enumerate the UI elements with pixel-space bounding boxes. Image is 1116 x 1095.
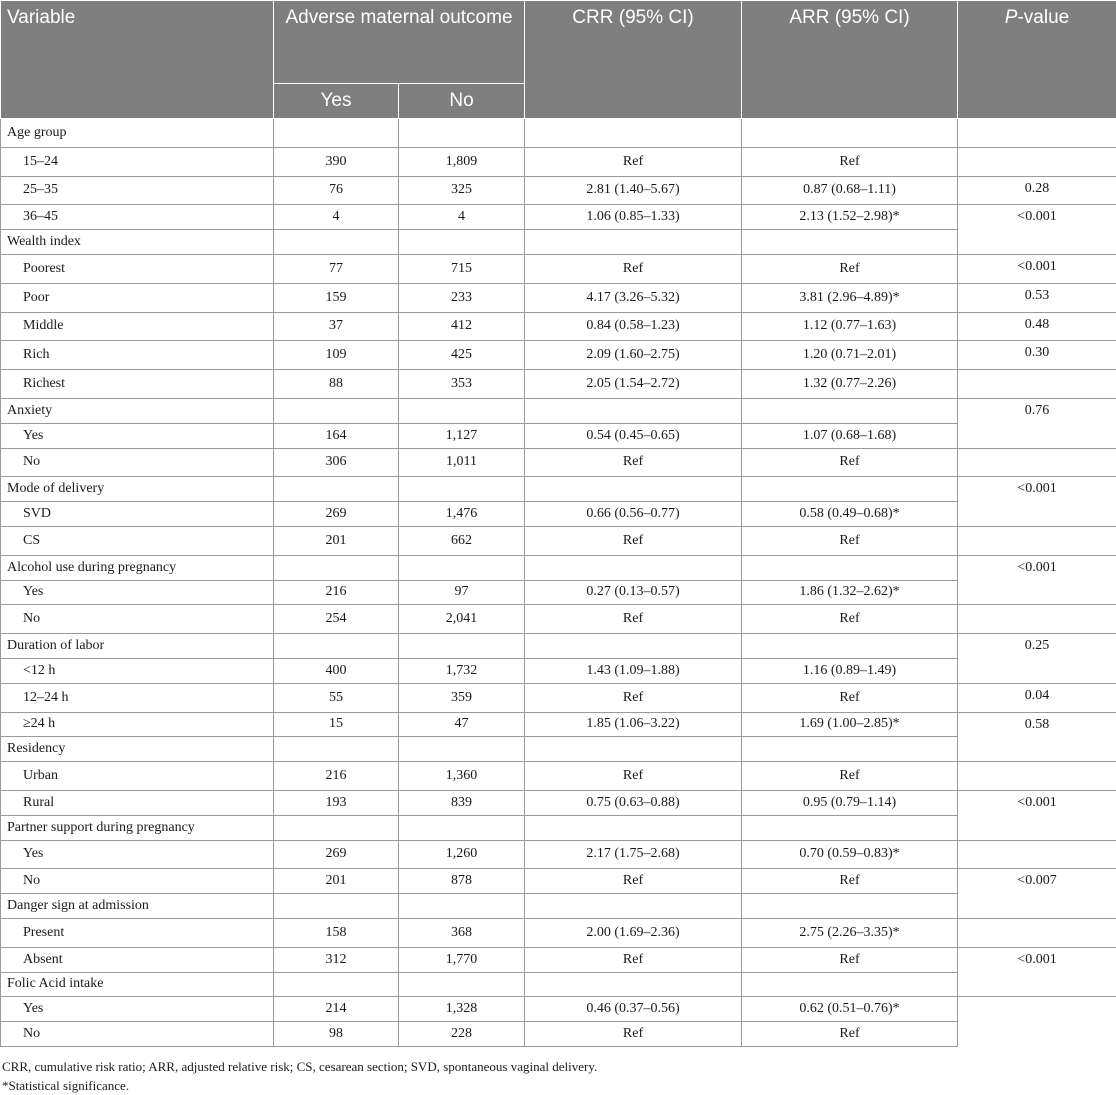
arr-value: 1.12 (0.77–1.63)	[742, 312, 958, 341]
no-count: 47	[399, 712, 525, 737]
yes-count	[274, 230, 399, 255]
table-row	[1, 398, 1116, 423]
arr-value: 2.13 (1.52–2.98)*	[742, 205, 958, 230]
no-count: 1,127	[399, 423, 525, 448]
yes-count: 400	[274, 658, 399, 683]
no-count: 1,011	[399, 448, 525, 477]
header-arr: ARR (95% CI)	[742, 1, 958, 119]
level-label: <12 h	[1, 658, 274, 683]
table-row	[1, 448, 1116, 477]
arr-value	[742, 230, 958, 255]
no-count: 715	[399, 254, 525, 283]
table-row	[1, 370, 1116, 399]
crr-value: Ref	[525, 254, 742, 283]
yes-count: 216	[274, 580, 399, 605]
yes-count: 37	[274, 312, 399, 341]
arr-value	[742, 555, 958, 580]
p-value: 0.04	[958, 683, 1116, 712]
table-row	[1, 477, 1116, 502]
arr-value: Ref	[742, 762, 958, 791]
arr-value: 1.07 (0.68–1.68)	[742, 423, 958, 448]
table-footnotes	[0, 1047, 1116, 1095]
arr-value: Ref	[742, 448, 958, 477]
crr-value	[525, 634, 742, 659]
yes-count: 77	[274, 254, 399, 283]
p-value: 0.30	[958, 341, 1116, 370]
no-count	[399, 230, 525, 255]
table-row	[1, 634, 1116, 659]
crr-value	[525, 398, 742, 423]
header-yes: Yes	[274, 84, 399, 119]
p-value: 0.25	[958, 634, 1116, 684]
category-label: Mode of delivery	[1, 477, 274, 502]
crr-value: 2.05 (1.54–2.72)	[525, 370, 742, 399]
yes-count: 216	[274, 762, 399, 791]
arr-value: 0.70 (0.59–0.83)*	[742, 840, 958, 869]
p-value: <0.001	[958, 254, 1116, 283]
yes-count: 76	[274, 176, 399, 205]
crr-value	[525, 477, 742, 502]
table-row	[1, 176, 1116, 205]
no-count: 353	[399, 370, 525, 399]
yes-count	[274, 815, 399, 840]
table-row	[1, 737, 1116, 762]
arr-value	[742, 737, 958, 762]
abbreviations-note: CRR, cumulative risk ratio; ARR, adjusted relative risk; CS, cesarean section; SVD, spontaneous vaginal delivery.	[2, 1057, 1114, 1076]
table-row	[1, 283, 1116, 312]
level-label: No	[1, 605, 274, 634]
arr-value: 0.58 (0.49–0.68)*	[742, 502, 958, 527]
table-row	[1, 312, 1116, 341]
table-row	[1, 605, 1116, 634]
no-count: 368	[399, 918, 525, 947]
level-label: Yes	[1, 423, 274, 448]
crr-value	[525, 737, 742, 762]
crr-value: Ref	[525, 683, 742, 712]
crr-value: Ref	[525, 526, 742, 555]
table-row	[1, 712, 1116, 737]
yes-count	[274, 555, 399, 580]
no-count	[399, 737, 525, 762]
category-label: Duration of labor	[1, 634, 274, 659]
level-label: ≥24 h	[1, 712, 274, 737]
crr-value: 0.84 (0.58–1.23)	[525, 312, 742, 341]
arr-value	[742, 477, 958, 502]
table-row	[1, 918, 1116, 947]
yes-count: 164	[274, 423, 399, 448]
p-value: 0.48	[958, 312, 1116, 341]
crr-value: 0.46 (0.37–0.56)	[525, 997, 742, 1022]
level-label: Absent	[1, 947, 274, 972]
crr-value: Ref	[525, 762, 742, 791]
yes-count: 269	[274, 840, 399, 869]
no-count	[399, 555, 525, 580]
no-count: 4	[399, 205, 525, 230]
header-variable: Variable	[1, 1, 274, 119]
table-body	[1, 119, 1116, 1047]
arr-value	[742, 972, 958, 997]
category-label: Wealth index	[1, 230, 274, 255]
crr-value: 2.81 (1.40–5.67)	[525, 176, 742, 205]
crr-value: 0.54 (0.45–0.65)	[525, 423, 742, 448]
level-label: Rich	[1, 341, 274, 370]
no-count: 325	[399, 176, 525, 205]
level-label: Yes	[1, 580, 274, 605]
level-label: No	[1, 1022, 274, 1047]
yes-count: 306	[274, 448, 399, 477]
header-crr: CRR (95% CI)	[525, 1, 742, 119]
no-count: 1,770	[399, 947, 525, 972]
yes-count: 55	[274, 683, 399, 712]
table-row	[1, 972, 1116, 997]
no-count: 1,732	[399, 658, 525, 683]
table-row	[1, 555, 1116, 580]
table-row	[1, 119, 1116, 148]
crr-value: 2.00 (1.69–2.36)	[525, 918, 742, 947]
p-value	[958, 448, 1116, 477]
arr-value: 1.86 (1.32–2.62)*	[742, 580, 958, 605]
table-row	[1, 205, 1116, 230]
crr-value	[525, 119, 742, 148]
level-label: Rural	[1, 790, 274, 815]
significance-note: *Statistical significance.	[2, 1076, 1114, 1095]
p-value	[958, 370, 1116, 399]
yes-count	[274, 894, 399, 919]
table-row	[1, 997, 1116, 1022]
yes-count: 312	[274, 947, 399, 972]
crr-value: Ref	[525, 147, 742, 176]
yes-count: 254	[274, 605, 399, 634]
table-row	[1, 341, 1116, 370]
no-count: 1,360	[399, 762, 525, 791]
yes-count	[274, 119, 399, 148]
arr-value: Ref	[742, 254, 958, 283]
arr-value	[742, 398, 958, 423]
crr-value	[525, 230, 742, 255]
arr-value: Ref	[742, 947, 958, 972]
level-label: Middle	[1, 312, 274, 341]
no-count: 359	[399, 683, 525, 712]
no-count	[399, 894, 525, 919]
header-no: No	[399, 84, 525, 119]
crr-value: 0.27 (0.13–0.57)	[525, 580, 742, 605]
no-count: 1,260	[399, 840, 525, 869]
arr-value: 1.69 (1.00–2.85)*	[742, 712, 958, 737]
table-row	[1, 526, 1116, 555]
yes-count: 158	[274, 918, 399, 947]
header-row	[1, 1, 1116, 84]
table-row	[1, 683, 1116, 712]
crr-value	[525, 972, 742, 997]
crr-value: 0.75 (0.63–0.88)	[525, 790, 742, 815]
arr-value: Ref	[742, 869, 958, 894]
p-suffix: -value	[1017, 7, 1069, 28]
yes-count: 214	[274, 997, 399, 1022]
crr-value: 1.85 (1.06–3.22)	[525, 712, 742, 737]
yes-count	[274, 737, 399, 762]
no-count	[399, 972, 525, 997]
yes-count: 159	[274, 283, 399, 312]
no-count: 1,476	[399, 502, 525, 527]
p-value: <0.001	[958, 555, 1116, 605]
p-value	[958, 840, 1116, 869]
level-label: 25–35	[1, 176, 274, 205]
arr-value	[742, 634, 958, 659]
table-row	[1, 840, 1116, 869]
arr-value: 2.75 (2.26–3.35)*	[742, 918, 958, 947]
no-count: 425	[399, 341, 525, 370]
level-label: 12–24 h	[1, 683, 274, 712]
table-row	[1, 869, 1116, 894]
level-label: Urban	[1, 762, 274, 791]
no-count	[399, 398, 525, 423]
crr-value: 4.17 (3.26–5.32)	[525, 283, 742, 312]
level-label: No	[1, 869, 274, 894]
crr-value: 0.66 (0.56–0.77)	[525, 502, 742, 527]
category-label: Anxiety	[1, 398, 274, 423]
no-count	[399, 477, 525, 502]
p-value: <0.001	[958, 205, 1116, 255]
crr-value: Ref	[525, 869, 742, 894]
p-value	[958, 526, 1116, 555]
crr-value: 1.06 (0.85–1.33)	[525, 205, 742, 230]
table-row	[1, 1022, 1116, 1047]
no-count: 97	[399, 580, 525, 605]
level-label: 36–45	[1, 205, 274, 230]
level-label: No	[1, 448, 274, 477]
no-count: 1,328	[399, 997, 525, 1022]
p-value: <0.007	[958, 869, 1116, 919]
p-value: <0.001	[958, 947, 1116, 997]
crr-value: Ref	[525, 448, 742, 477]
yes-count: 88	[274, 370, 399, 399]
no-count: 839	[399, 790, 525, 815]
arr-value	[742, 119, 958, 148]
no-count: 878	[399, 869, 525, 894]
arr-value: 1.16 (0.89–1.49)	[742, 658, 958, 683]
level-label: Poor	[1, 283, 274, 312]
arr-value: Ref	[742, 1022, 958, 1047]
arr-value: 0.95 (0.79–1.14)	[742, 790, 958, 815]
arr-value: Ref	[742, 526, 958, 555]
category-label: Danger sign at admission	[1, 894, 274, 919]
no-count: 2,041	[399, 605, 525, 634]
yes-count: 201	[274, 869, 399, 894]
crr-value	[525, 815, 742, 840]
level-label: Poorest	[1, 254, 274, 283]
arr-value: 3.81 (2.96–4.89)*	[742, 283, 958, 312]
crr-value	[525, 555, 742, 580]
p-value	[958, 605, 1116, 634]
arr-value: 1.20 (0.71–2.01)	[742, 341, 958, 370]
header-adverse-outcome: Adverse maternal outcome	[274, 1, 525, 84]
yes-count: 269	[274, 502, 399, 527]
yes-count: 201	[274, 526, 399, 555]
table-row	[1, 947, 1116, 972]
table-row	[1, 423, 1116, 448]
level-label: SVD	[1, 502, 274, 527]
no-count	[399, 119, 525, 148]
yes-count: 4	[274, 205, 399, 230]
category-label: Age group	[1, 119, 274, 148]
arr-value	[742, 894, 958, 919]
no-count: 233	[399, 283, 525, 312]
arr-value: 1.32 (0.77–2.26)	[742, 370, 958, 399]
no-count: 228	[399, 1022, 525, 1047]
yes-count	[274, 972, 399, 997]
yes-count	[274, 634, 399, 659]
crr-value: Ref	[525, 1022, 742, 1047]
category-label: Alcohol use during pregnancy	[1, 555, 274, 580]
crr-value: Ref	[525, 605, 742, 634]
p-value	[958, 762, 1116, 791]
table-row	[1, 894, 1116, 919]
crr-value: 1.43 (1.09–1.88)	[525, 658, 742, 683]
table-row	[1, 230, 1116, 255]
crr-value	[525, 894, 742, 919]
arr-value: 0.62 (0.51–0.76)*	[742, 997, 958, 1022]
table-row	[1, 762, 1116, 791]
no-count	[399, 634, 525, 659]
yes-count: 15	[274, 712, 399, 737]
table-row	[1, 658, 1116, 683]
crr-value: Ref	[525, 947, 742, 972]
p-italic: P	[1005, 7, 1018, 28]
p-value	[958, 147, 1116, 176]
level-label: 15–24	[1, 147, 274, 176]
no-count: 412	[399, 312, 525, 341]
level-label: Yes	[1, 840, 274, 869]
category-label: Partner support during pregnancy	[1, 815, 274, 840]
table-row	[1, 580, 1116, 605]
level-label: Yes	[1, 997, 274, 1022]
p-value: 0.28	[958, 176, 1116, 205]
no-count	[399, 815, 525, 840]
arr-value: Ref	[742, 683, 958, 712]
level-label: CS	[1, 526, 274, 555]
table-row	[1, 790, 1116, 815]
category-label: Residency	[1, 737, 274, 762]
crr-value: 2.09 (1.60–2.75)	[525, 341, 742, 370]
arr-value: Ref	[742, 147, 958, 176]
no-count: 662	[399, 526, 525, 555]
yes-count	[274, 398, 399, 423]
yes-count: 109	[274, 341, 399, 370]
arr-value: 0.87 (0.68–1.11)	[742, 176, 958, 205]
arr-value: Ref	[742, 605, 958, 634]
yes-count: 193	[274, 790, 399, 815]
category-label: Folic Acid intake	[1, 972, 274, 997]
p-value: 0.76	[958, 398, 1116, 448]
yes-count: 98	[274, 1022, 399, 1047]
p-value	[958, 918, 1116, 947]
level-label: Richest	[1, 370, 274, 399]
yes-count	[274, 477, 399, 502]
p-value	[958, 119, 1116, 148]
yes-count: 390	[274, 147, 399, 176]
table-row	[1, 147, 1116, 176]
table-row	[1, 815, 1116, 840]
no-count: 1,809	[399, 147, 525, 176]
p-value: 0.58	[958, 712, 1116, 762]
p-value: <0.001	[958, 477, 1116, 527]
table-row	[1, 502, 1116, 527]
header-p-value	[958, 1, 1116, 119]
table-row	[1, 254, 1116, 283]
level-label: Present	[1, 918, 274, 947]
arr-value	[742, 815, 958, 840]
p-value: <0.001	[958, 790, 1116, 840]
crr-value: 2.17 (1.75–2.68)	[525, 840, 742, 869]
p-value: 0.53	[958, 283, 1116, 312]
